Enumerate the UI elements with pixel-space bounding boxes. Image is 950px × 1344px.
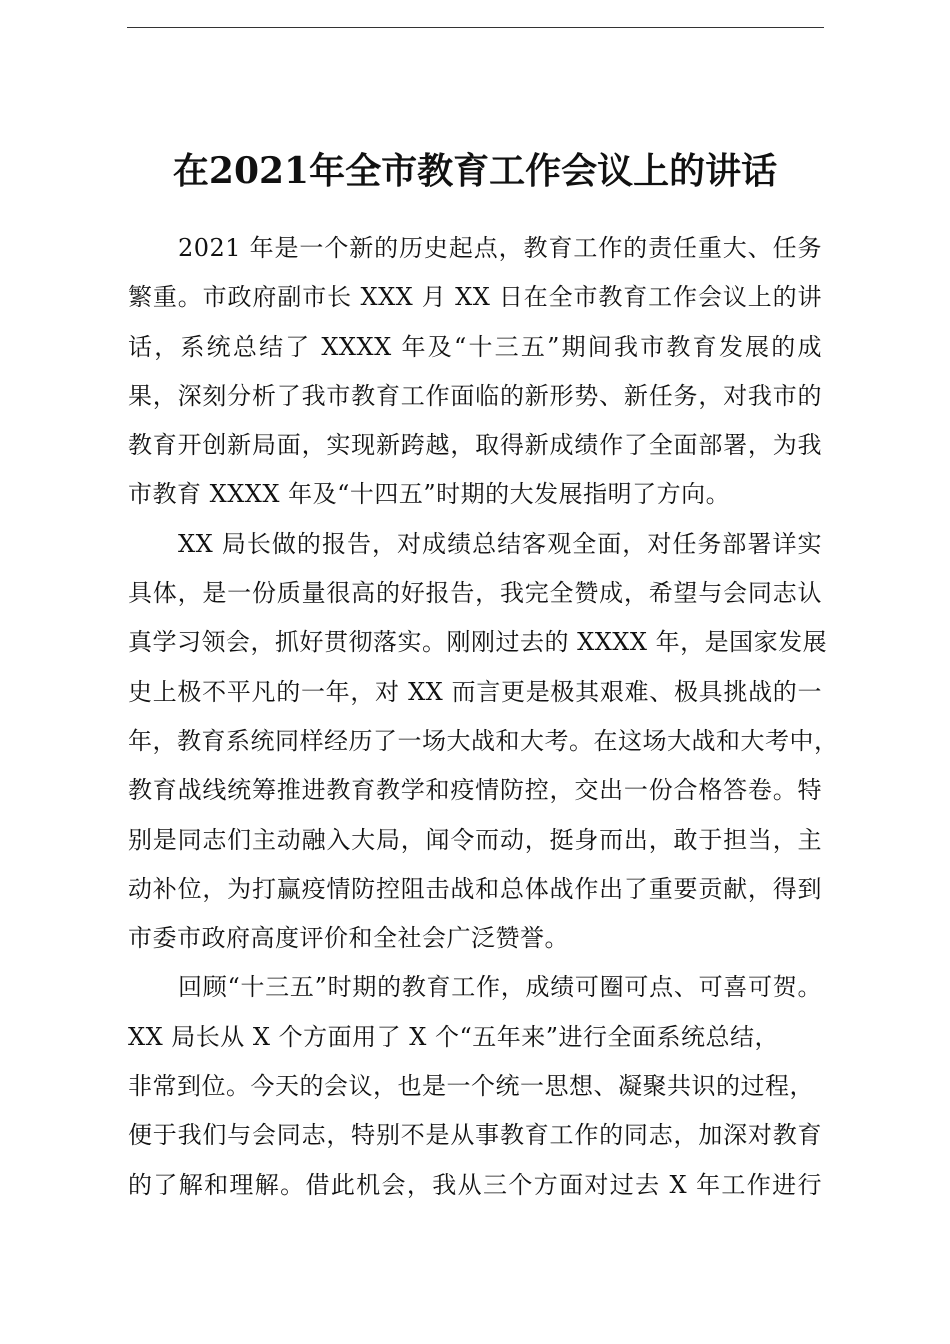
text-line: 动补位，为打赢疫情防控阻击战和总体战作出了重要贡献，得到 [128, 874, 822, 903]
paragraph-2 [128, 520, 839, 964]
paragraph-3 [128, 963, 822, 1209]
text-line: XX 局长从 X 个方面用了 X 个“五年来”进行全面系统总结， [128, 1022, 780, 1051]
text-line: 年，教育系统同样经历了一场大战和大考。在这场大战和大考中， [128, 726, 839, 755]
text-line: 便于我们与会同志，特别不是从事教育工作的同志，加深对教育 [128, 1121, 822, 1150]
text-line: 市教育 XXXX 年及“十四五”时期的大发展指明了方向。 [128, 480, 731, 509]
text-line: 具体，是一份质量很高的好报告，我完全赞成，希望与会同志认 [128, 579, 822, 608]
text-line: 教育战线统筹推进教育教学和疫情防控，交出一份合格答卷。特 [128, 776, 822, 805]
text-line: 真学习领会，抓好贯彻落实。刚刚过去的 XXXX 年，是国家发展 [128, 628, 828, 657]
text-line: 史上极不平凡的一年，对 XX 而言更是极其艰难、极具挑战的一 [128, 677, 822, 706]
text-line: 市委市政府高度评价和全社会广泛赞誉。 [128, 924, 569, 953]
document-title: 在2021年全市教育工作会议上的讲话 [172, 150, 778, 192]
paragraph-1 [128, 224, 822, 520]
text-line: 回顾“十三五”时期的教育工作，成绩可圈可点、可喜可贺。 [178, 973, 822, 1002]
text-line: 的了解和理解。借此机会，我从三个方面对过去 X 年工作进行 [128, 1170, 822, 1199]
text-line: 繁重。市政府副市长 XXX 月 XX 日在全市教育工作会议上的讲 [128, 283, 822, 312]
text-line: 话，系统总结了 XXXX 年及“十三五”期间我市教育发展的成 [128, 332, 822, 361]
document-body [128, 224, 839, 1210]
text-line: 果，深刻分析了我市教育工作面临的新形势、新任务，对我市的 [128, 381, 822, 410]
header-rule [127, 27, 824, 28]
text-line: 2021 年是一个新的历史起点，教育工作的责任重大、任务 [178, 234, 822, 262]
text-line: XX 局长做的报告，对成绩总结客观全面，对任务部署详实 [178, 529, 822, 558]
text-line: 别是同志们主动融入大局，闻令而动，挺身而出，敢于担当，主 [128, 825, 822, 854]
text-line: 非常到位。今天的会议，也是一个统一思想、凝聚共识的过程， [128, 1072, 814, 1101]
text-line: 教育开创新局面，实现新跨越，取得新成绩作了全面部署，为我 [128, 431, 822, 460]
